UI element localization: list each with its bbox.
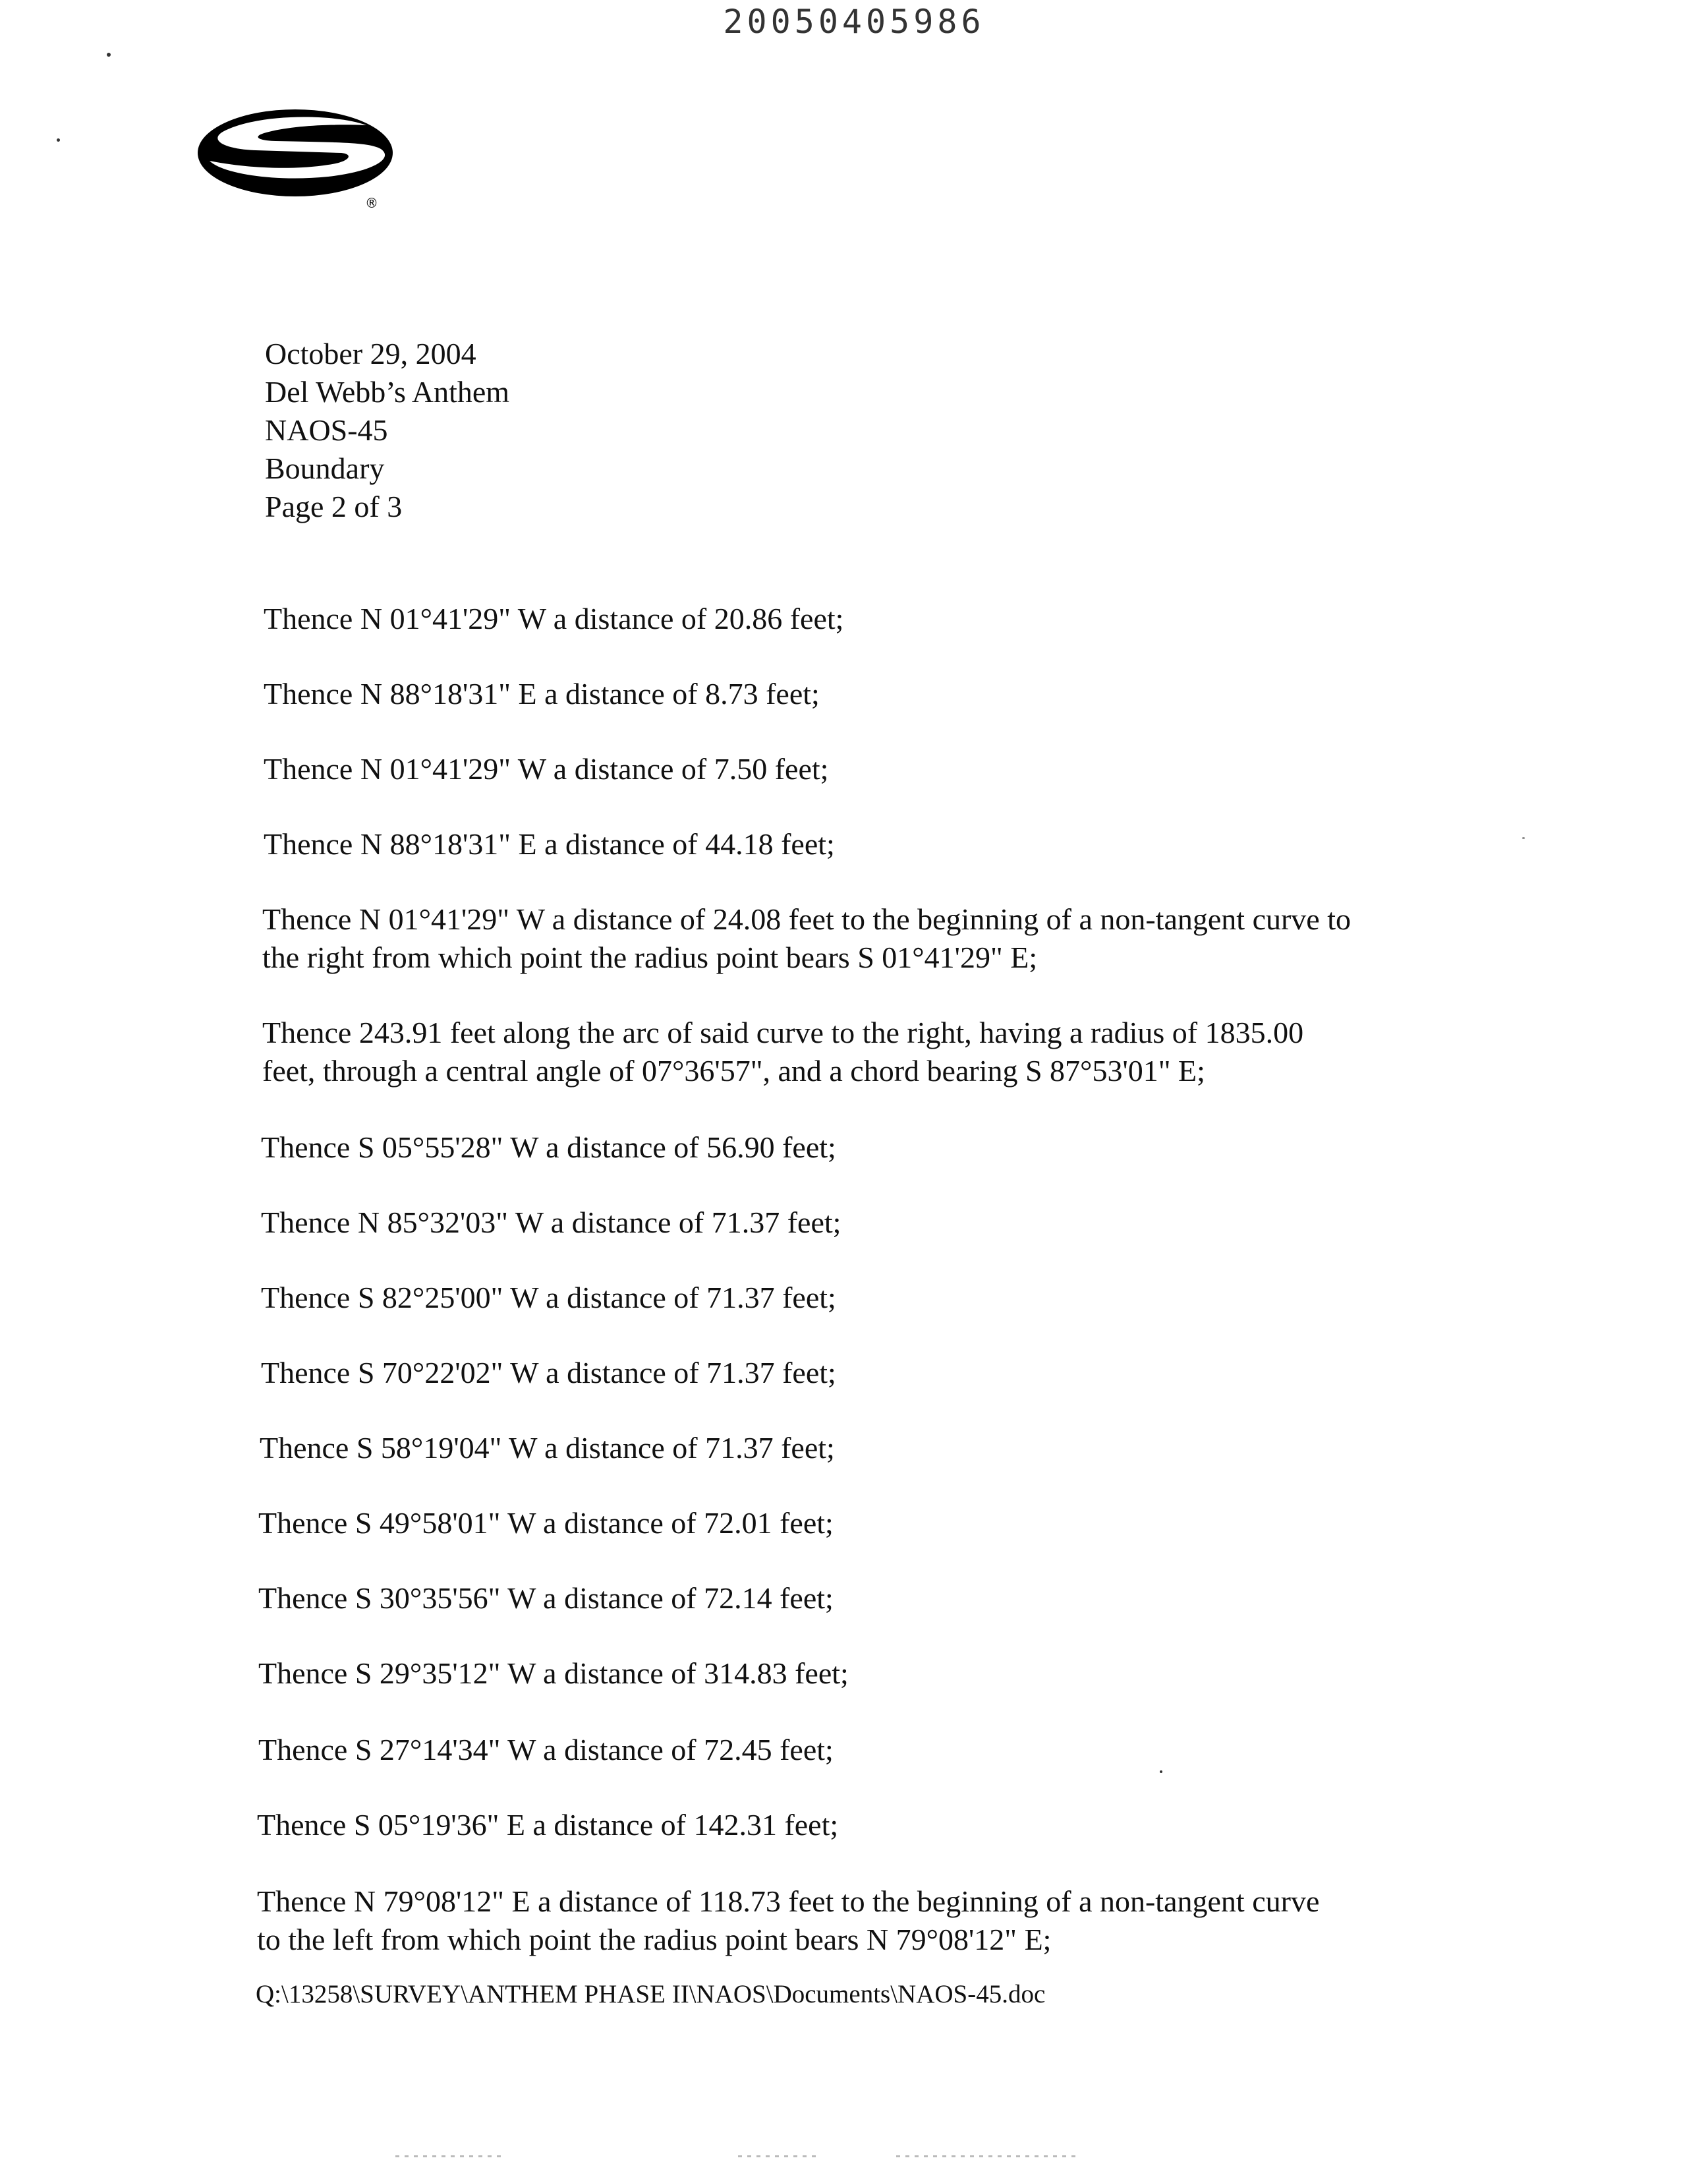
scan-speck — [57, 138, 60, 142]
scan-noise — [395, 2155, 501, 2157]
scan-noise — [896, 2155, 1081, 2157]
footer-file-path: Q:\13258\SURVEY\ANTHEM PHASE II\NAOS\Documents\NAOS-45.doc — [256, 1980, 1046, 2008]
scan-speck — [1522, 837, 1525, 839]
course-paragraph-2: Thence N 88°18'31" E a distance of 8.73 feet; — [264, 677, 820, 711]
course-paragraph-3: Thence N 01°41'29" W a distance of 7.50 feet; — [264, 752, 829, 786]
course-paragraph-15: Thence S 27°14'34" W a distance of 72.45 feet; — [258, 1733, 834, 1766]
course-paragraph-17: Thence N 79°08'12" E a distance of 118.73 feet to the beginning of a non-tangent curve to the left from which point the radius point bears N 79°08'12" E; — [257, 1884, 1320, 1956]
header-subject: Boundary — [265, 451, 385, 485]
scan-speck — [107, 53, 111, 57]
course-paragraph-10: Thence S 70°22'02" W a distance of 71.37 feet; — [261, 1356, 836, 1389]
registered-mark: ® — [365, 195, 378, 211]
header-page: Page 2 of 3 — [265, 490, 403, 523]
course-paragraph-5: Thence N 01°41'29" W a distance of 24.08 feet to the beginning of a non-tangent curve to the right from which point the radius point bears S 01°41'29" E; — [262, 902, 1352, 974]
header-parcel: NAOS-45 — [265, 413, 388, 447]
course-paragraph-4: Thence N 88°18'31" E a distance of 44.18 feet; — [264, 827, 835, 861]
course-paragraph-14: Thence S 29°35'12" W a distance of 314.83 feet; — [258, 1656, 849, 1690]
course-paragraph-9: Thence S 82°25'00" W a distance of 71.37 feet; — [261, 1281, 836, 1314]
letter-header — [265, 335, 509, 526]
stylized-s-oval-logo-icon — [196, 105, 407, 211]
course-paragraph-11: Thence S 58°19'04" W a distance of 71.37 feet; — [260, 1431, 835, 1465]
course-paragraph-8: Thence N 85°32'03" W a distance of 71.37 feet; — [261, 1206, 841, 1239]
header-date: October 29, 2004 — [265, 337, 476, 370]
header-project: Del Webb’s Anthem — [265, 375, 510, 409]
course-paragraph-1: Thence N 01°41'29" W a distance of 20.86 feet; — [264, 602, 844, 635]
course-paragraph-16: Thence S 05°19'36" E a distance of 142.31 feet; — [257, 1808, 839, 1842]
company-logo — [196, 105, 407, 211]
course-paragraph-12: Thence S 49°58'01" W a distance of 72.01 feet; — [258, 1506, 834, 1540]
document-number: 20050405986 — [723, 3, 985, 41]
course-paragraph-7: Thence S 05°55'28" W a distance of 56.90 feet; — [261, 1130, 836, 1164]
scan-speck — [1160, 1770, 1162, 1773]
course-paragraph-6: Thence 243.91 feet along the arc of said curve to the right, having a radius of 1835.00 feet, through a central angle of 07°36'57", and a chord bearing S 87°53'01" E; — [262, 1016, 1304, 1088]
course-paragraph-13: Thence S 30°35'56" W a distance of 72.14 feet; — [258, 1581, 834, 1615]
scan-noise — [738, 2155, 817, 2157]
